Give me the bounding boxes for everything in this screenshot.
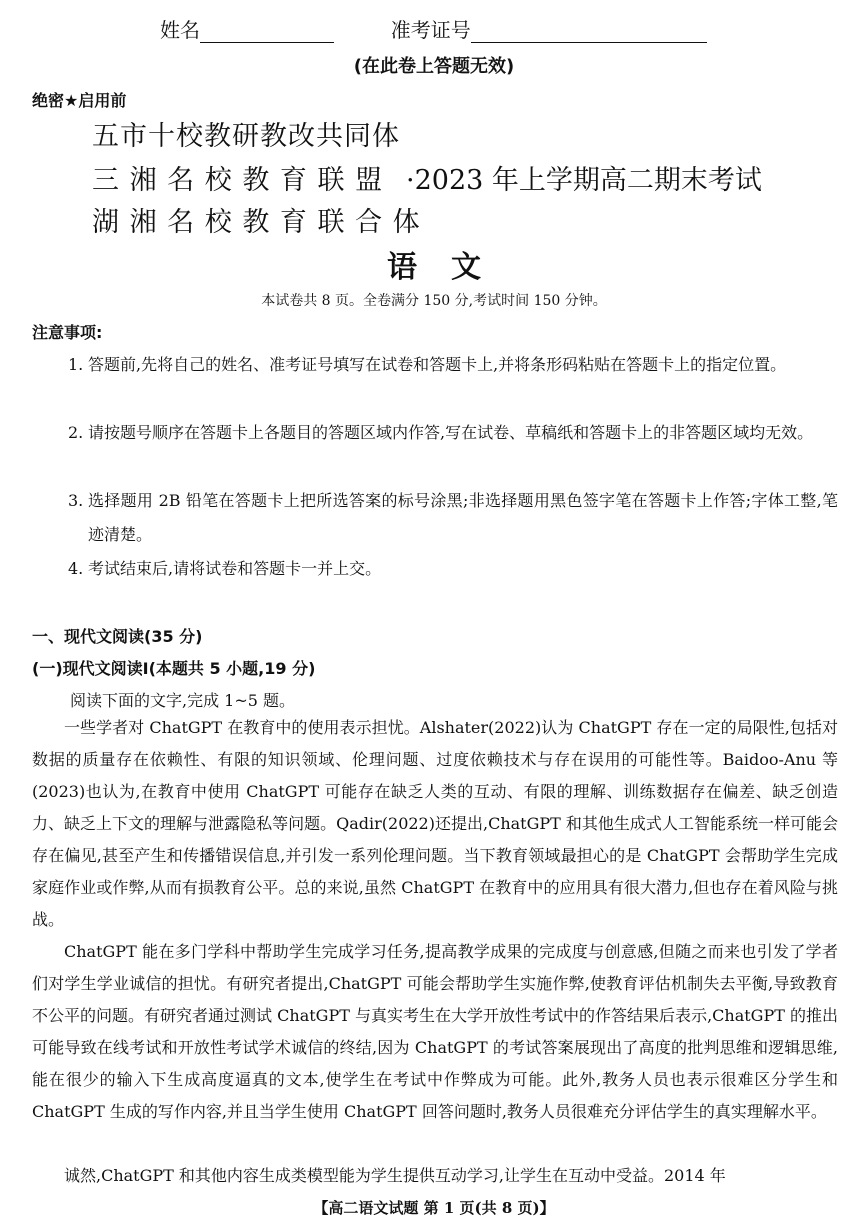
candidate-info-row bbox=[160, 14, 707, 43]
note-text: 考试结束后,请将试卷和答题卡一并上交。 bbox=[88, 559, 382, 578]
name-blank-line bbox=[200, 20, 334, 43]
org-line-1: 五市十校教研教改共同体 bbox=[92, 121, 400, 152]
reading-instruction: 阅读下面的文字,完成 1~5 题。 bbox=[70, 691, 296, 710]
note-number: 4. bbox=[68, 559, 84, 578]
invalid-note: (在此卷上答题无效) bbox=[353, 56, 515, 77]
note-number: 2. bbox=[68, 423, 84, 442]
note-item bbox=[68, 348, 838, 382]
org-line-2: 三 湘 名 校 教 育 联 盟 bbox=[92, 165, 384, 196]
note-text: 请按题号顺序在答题卡上各题目的答题区域内作答,写在试卷、草稿纸和答题卡上的非答题区域均无效。 bbox=[88, 423, 814, 442]
exam-info: 本试卷共 8 页。全卷满分 150 分,考试时间 150 分钟。 bbox=[261, 293, 607, 309]
passage-paragraph-2: ChatGPT 能在多门学科中帮助学生完成学习任务,提高教学成果的完成度与创意感,但随之而来也引发了学者们对学生学业诚信的担忧。有研究者提出,ChatGPT 可能会帮助学生实施作弊,使教育评估机制失去平衡,导致教育不公平的问题。有研究者通过测试 ChatGPT 与真实考生在大学开放性考试中的作答结果后表示,ChatGPT 的推出可能导致在线考试和开放性考试学术诚信的终结,因为 ChatGPT 的考试答案展现出了高度的批判思维和逻辑思维,能在很少的输入下生成高度逼真的文本,使学生在考试中作弊成为可能。此外,教务人员也表示很难区分学生和 ChatGPT 生成的写作内容,并且当学生使用 ChatGPT 回答问题时,教务人员很难充分评估学生的真实理解水平。 bbox=[32, 942, 838, 1121]
subject-title: 语文 bbox=[387, 250, 515, 285]
note-number: 3. bbox=[68, 491, 84, 510]
page-footer: 【高二语文试题 第 1 页(共 8 页)】 bbox=[313, 1199, 555, 1217]
note-item bbox=[68, 484, 838, 552]
passage-paragraph-1: 一些学者对 ChatGPT 在教育中的使用表示担忧。Alshater(2022)认为 ChatGPT 存在一定的局限性,包括对数据的质量存在依赖性、有限的知识领域、伦理问题、过度依赖技术与存在误用的可能性等。Baidoo-Anu 等(2023)也认为,在教育中使用 ChatGPT 可能存在缺乏人类的互动、有限的理解、训练数据存在偏差、缺乏创造力、缺乏上下文的理解与泄露隐私等问题。Qadir(2022)还提出,ChatGPT 和其他生成式人工智能系统一样可能会存在偏见,甚至产生和传播错误信息,并引发一系列伦理问题。当下教育领域最担心的是 ChatGPT 会帮助学生完成家庭作业或作弊,从而有损教育公平。总的来说,虽然 ChatGPT 在教育中的应用具有很大潜力,但也存在着风险与挑战。 bbox=[32, 718, 838, 929]
passage-paragraph-3: 诚然,ChatGPT 和其他内容生成类模型能为学生提供互动学习,让学生在互动中受益。2014 年 bbox=[64, 1166, 726, 1185]
exam-name: ·2023 年上学期高二期末考试 bbox=[406, 165, 762, 196]
org-line-3: 湖 湘 名 校 教 育 联 合 体 bbox=[92, 207, 421, 238]
note-item bbox=[68, 416, 838, 450]
notes-title: 注意事项: bbox=[32, 323, 103, 342]
note-number: 1. bbox=[68, 355, 84, 374]
id-label: 准考证号 bbox=[390, 18, 471, 42]
secret-mark: 绝密★启用前 bbox=[32, 91, 127, 110]
name-label: 姓名 bbox=[160, 18, 200, 42]
note-text: 选择题用 2B 铅笔在答题卡上把所选答案的标号涂黑;非选择题用黑色签字笔在答题卡上作答;字体工整,笔迹清楚。 bbox=[88, 491, 838, 544]
section-subtitle: (一)现代文阅读Ⅰ(本题共 5 小题,19 分) bbox=[32, 659, 316, 678]
id-blank-line bbox=[471, 20, 707, 43]
section-title: 一、现代文阅读(35 分) bbox=[32, 627, 203, 646]
note-item bbox=[68, 552, 838, 586]
note-text: 答题前,先将自己的姓名、准考证号填写在试卷和答题卡上,并将条形码粘贴在答题卡上的指定位置。 bbox=[88, 355, 787, 374]
